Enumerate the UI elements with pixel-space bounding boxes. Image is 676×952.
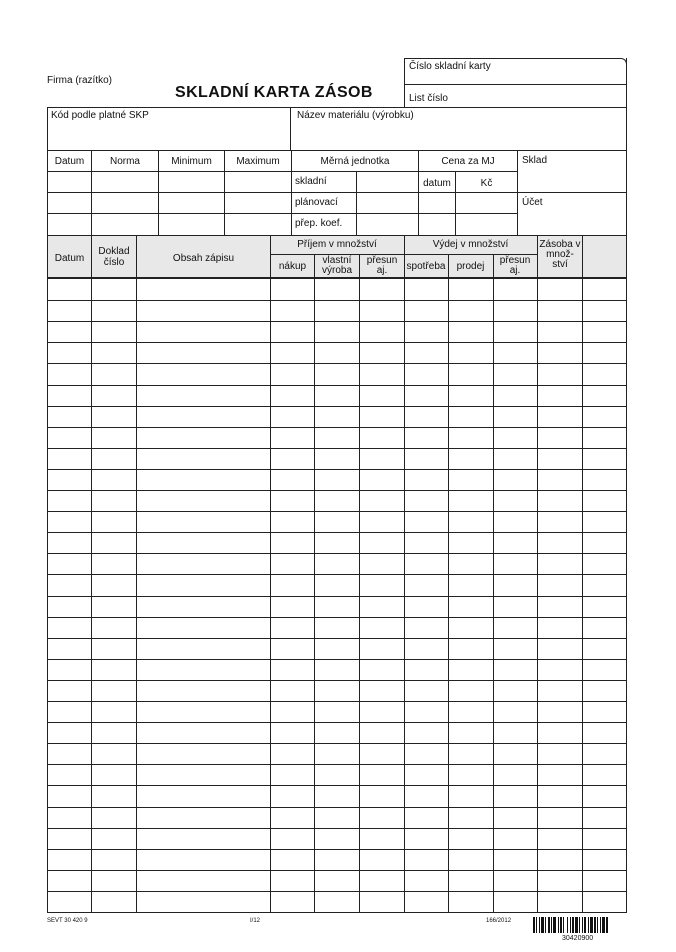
card-number-divider <box>404 84 627 85</box>
consumption-label: spotřeba <box>406 261 446 272</box>
barcode-bar <box>548 917 550 933</box>
income-label: Příjem v množství <box>297 239 377 250</box>
norm-label: Norma <box>109 156 140 167</box>
barcode-bar <box>594 917 596 933</box>
form-title: SKLADNÍ KARTA ZÁSOB <box>175 84 373 101</box>
sheet-number-label: List číslo <box>409 93 448 104</box>
transfer-in-label: přesun aj. <box>366 255 398 276</box>
table-row <box>47 912 627 913</box>
price-label: Cena za MJ <box>441 156 495 167</box>
ledger-date-label: Datum <box>54 253 85 264</box>
outgo-label: Výdej v množství <box>432 239 509 250</box>
table-row <box>47 511 627 512</box>
barcode-number: 30420900 <box>562 935 594 942</box>
skp-divider <box>290 107 291 150</box>
ledger-subcol-line <box>448 254 449 912</box>
barcode-image <box>533 917 627 933</box>
table-row <box>47 701 627 702</box>
barcode-bar <box>560 917 562 933</box>
table-row <box>47 532 627 533</box>
barcode-bar <box>533 917 535 933</box>
barcode-bar <box>597 917 598 933</box>
table-row <box>47 321 627 322</box>
table-row <box>47 342 627 343</box>
info-right-edge <box>626 58 627 235</box>
table-row <box>47 300 627 301</box>
table-row <box>47 870 627 871</box>
barcode-bar <box>579 917 580 933</box>
table-row <box>47 363 627 364</box>
unit-label: Měrná jednotka <box>320 156 390 167</box>
purchase-label: nákup <box>278 261 307 272</box>
card-number-label: Číslo skladní karty <box>409 61 491 72</box>
stock-label: Zásoba v množ- ství <box>539 239 581 270</box>
table-row <box>47 553 627 554</box>
barcode-bar <box>539 917 540 933</box>
table-row <box>47 574 627 575</box>
barcode-bar <box>572 917 574 933</box>
barcode-bar <box>536 917 537 933</box>
table-row <box>47 596 627 597</box>
table-row <box>47 617 627 618</box>
sale-label: prodej <box>456 261 485 272</box>
minimum-label: Minimum <box>171 156 212 167</box>
table-row <box>47 385 627 386</box>
ledger-subcol-line <box>493 254 494 912</box>
ledger-top-line <box>47 235 627 236</box>
info-line-2 <box>47 171 517 172</box>
barcode-bar <box>600 917 601 933</box>
unit-stock-label: skladní <box>295 176 327 187</box>
barcode-bar <box>575 917 578 933</box>
table-row <box>47 659 627 660</box>
ledger-subcol-line <box>359 254 360 912</box>
info-col-8 <box>517 150 518 235</box>
info-top-line <box>47 107 627 108</box>
info-col-5 <box>356 171 357 235</box>
unit-coef-label: přep. koef. <box>295 218 343 229</box>
table-row <box>47 722 627 723</box>
table-row <box>47 764 627 765</box>
barcode-bar <box>570 917 571 933</box>
transfer-out-label: přesun aj. <box>499 255 531 276</box>
table-row <box>47 490 627 491</box>
table-row <box>47 743 627 744</box>
table-row <box>47 849 627 850</box>
unit-plan-label: plánovací <box>295 197 338 208</box>
table-row <box>47 638 627 639</box>
table-row <box>47 680 627 681</box>
table-row <box>47 406 627 407</box>
barcode-bar <box>558 917 559 933</box>
price-czk-label: Kč <box>480 178 493 189</box>
table-row <box>47 469 627 470</box>
barcode-bar <box>551 917 552 933</box>
table-row <box>47 785 627 786</box>
table-row <box>47 448 627 449</box>
ledger-subcol-line <box>314 254 315 912</box>
skp-code-label: Kód podle platné SKP <box>51 110 149 121</box>
table-row <box>47 828 627 829</box>
material-name-label: Název materiálu (výrobku) <box>297 110 414 121</box>
ledger-header-bottom <box>47 277 627 279</box>
account-label: Účet <box>522 197 543 208</box>
info-line-3 <box>47 192 627 193</box>
barcode-bar <box>553 917 556 933</box>
warehouse-label: Sklad <box>522 155 548 166</box>
barcode-bar <box>588 917 589 933</box>
info-line-1 <box>47 150 627 151</box>
form-code: SEVT 30 420 9 <box>47 918 88 924</box>
issue-code: I/12 <box>250 918 261 924</box>
maximum-label: Maximum <box>236 156 280 167</box>
barcode-bar <box>545 917 546 933</box>
content-label: Obsah zápisu <box>172 253 235 264</box>
price-date-label: datum <box>423 178 451 189</box>
own-production-label: vlastní výroba <box>321 255 352 276</box>
table-row <box>47 891 627 892</box>
edition-code: 166/2012 <box>486 918 512 924</box>
info-line-4 <box>47 213 517 214</box>
barcode-bar <box>590 917 593 933</box>
table-row <box>47 427 627 428</box>
table-row <box>47 807 627 808</box>
barcode-bar <box>602 917 605 933</box>
info-left-edge <box>47 107 48 235</box>
info-date-label: Datum <box>54 156 85 167</box>
barcode-bar <box>563 917 564 933</box>
barcode-bar <box>606 917 608 933</box>
doc-number-label: Doklad číslo <box>98 246 130 268</box>
barcode-bar <box>567 917 568 933</box>
barcode-bar <box>584 917 586 933</box>
firm-label: Firma (razítko) <box>47 75 112 86</box>
barcode-bar <box>541 917 544 933</box>
barcode-bar <box>582 917 583 933</box>
